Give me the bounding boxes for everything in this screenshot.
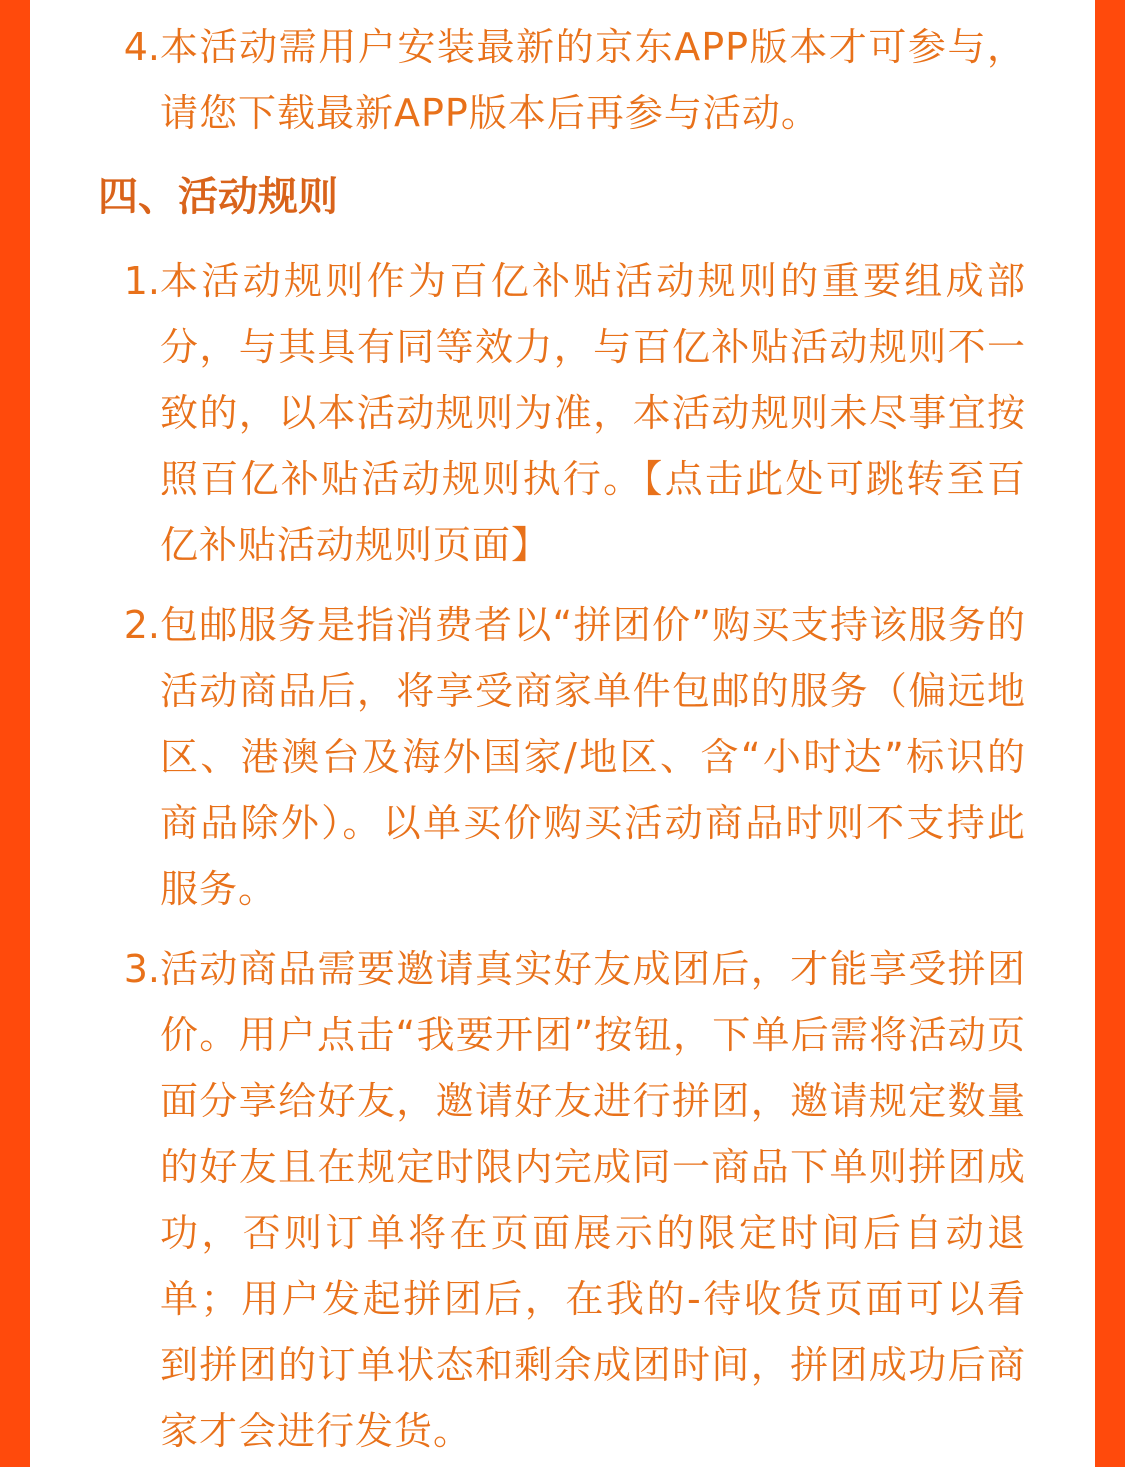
section-heading-rules: 四、活动规则 [98,174,338,220]
rule-item-3 [30,936,1095,1464]
rule-text[interactable]: 本活动规则作为百亿补贴活动规则的重要组成部分，与其具有同等效力，与百亿补贴活动规则不一致的，以本活动规则为准，本活动规则未尽事宜按照百亿补贴活动规则执行。【点击此处可跳转至百亿补贴活动规则页面】 [160,259,1026,567]
rule-text: 本活动需用户安装最新的京东APP版本才可参与，请您下载最新APP版本后再参与活动。 [160,25,1026,135]
rule-text: 包邮服务是指消费者以“拼团价”购买支持该服务的活动商品后，将享受商家单件包邮的服务（偏远地区、港澳台及海外国家/地区、含“小时达”标识的商品除外）。以单买价购买活动商品时则不支持此服务。 [160,603,1026,911]
rule-item-2 [30,592,1095,922]
rule-number: 4. [123,25,160,69]
rule-number: 3. [123,947,160,991]
rule-item-1 [30,248,1095,578]
rule-item-prev-4 [30,14,1095,146]
rule-number: 1. [123,259,160,303]
rule-number: 2. [123,603,160,647]
rules-panel [30,0,1095,1467]
rule-text: 活动商品需要邀请真实好友成团后，才能享受拼团价。用户点击“我要开团”按钮，下单后需将活动页面分享给好友，邀请好友进行拼团，邀请规定数量的好友且在规定时限内完成同一商品下单则拼团成功，否则订单将在页面展示的限定时间后自动退单；用户发起拼团后，在我的-待收货页面可以看到拼团的订单状态和剩余成团时间，拼团成功后商家才会进行发货。 [160,947,1026,1453]
rules-content [30,14,1095,1464]
